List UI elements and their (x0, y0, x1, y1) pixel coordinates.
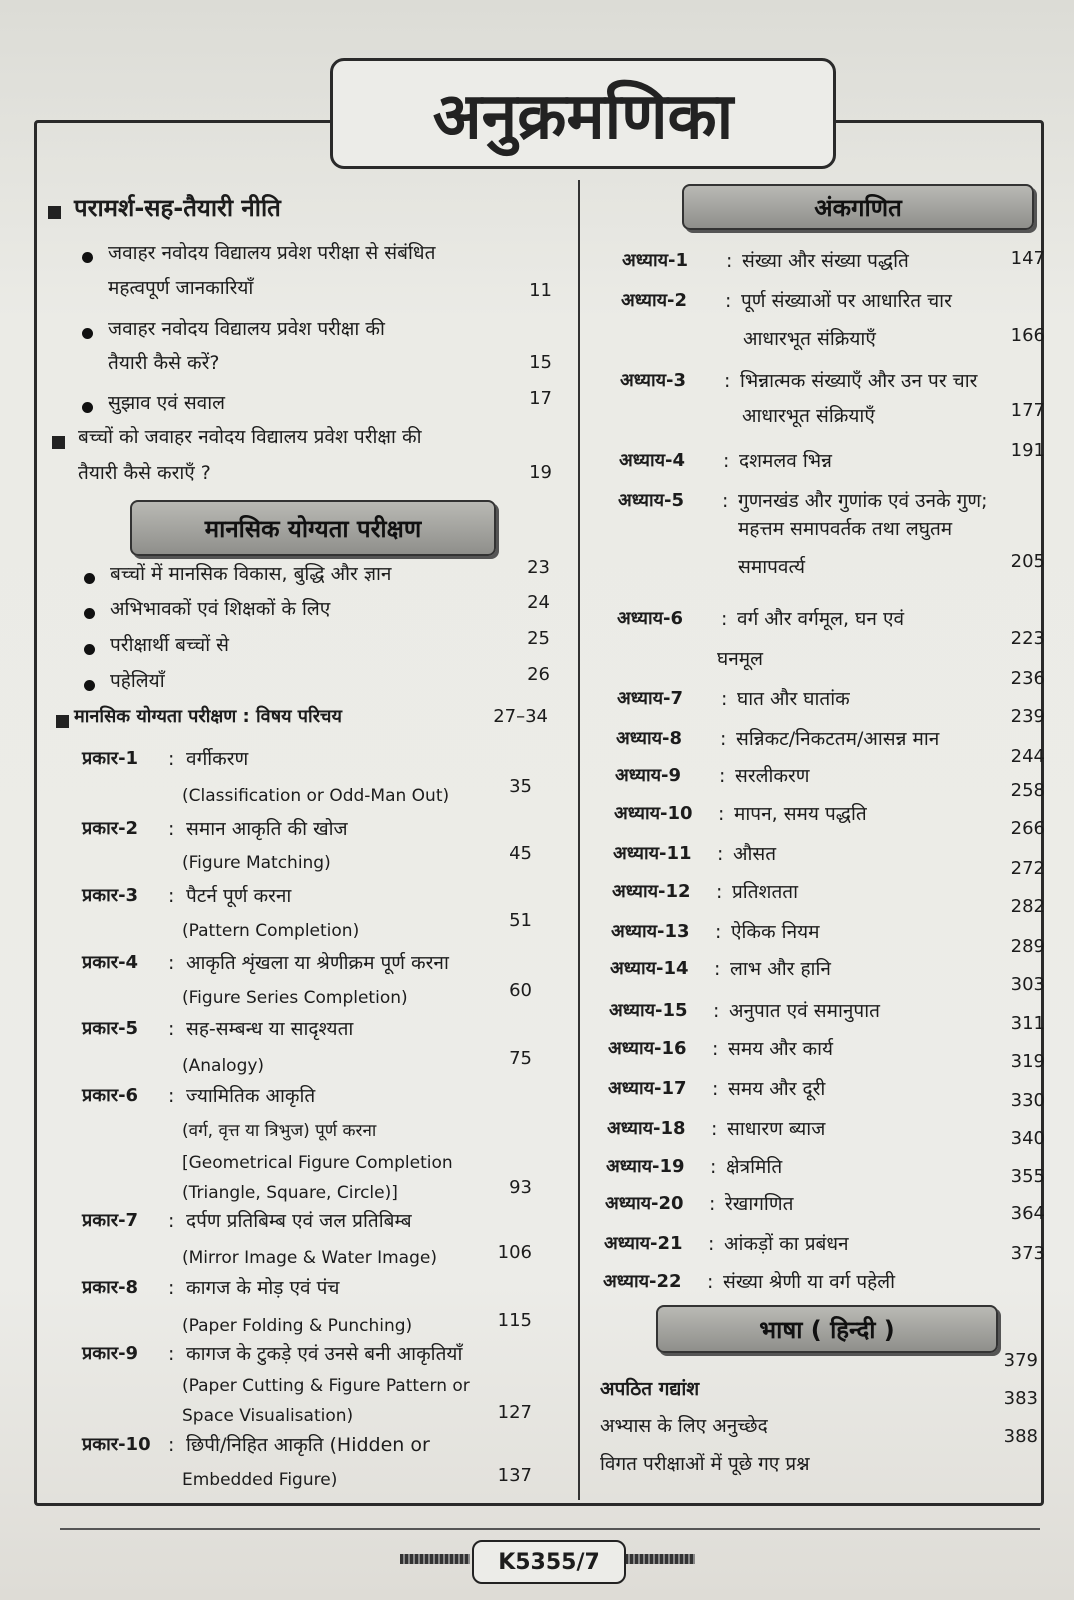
toc-entry-line: सह-सम्बन्ध या सादृश्यता (186, 1018, 354, 1040)
chapter-label: अध्याय-14 (610, 958, 689, 979)
toc-entry-line: संख्या श्रेणी या वर्ग पहेली (723, 1271, 896, 1293)
page-number: 17 (529, 388, 552, 409)
toc-entry-line: (Pattern Completion) (182, 921, 360, 941)
chapter-colon: : (708, 1233, 715, 1255)
chapter-label: अध्याय-10 (614, 803, 693, 824)
toc-entry-line: अपठित गद्यांश (600, 1378, 700, 1400)
toc-entry-line: घनमूल (717, 648, 764, 670)
chapter-label: अध्याय-2 (621, 290, 688, 311)
page-number: 75 (509, 1048, 532, 1069)
page-number: 223 (1010, 628, 1045, 649)
toc-entry-line: ऐकिक नियम (731, 921, 820, 943)
toc-entry-line: (Paper Cutting & Figure Pattern or (182, 1376, 470, 1396)
bullet-icon (84, 608, 95, 619)
chapter-label: अध्याय-6 (617, 608, 684, 629)
page-number: 15 (529, 352, 552, 373)
page-number: 177 (1010, 400, 1045, 421)
bullet-icon (84, 573, 95, 584)
chapter-label: अध्याय-1 (622, 250, 689, 271)
type-colon: : (168, 1343, 175, 1365)
toc-entry-line: (Mirror Image & Water Image) (182, 1248, 437, 1268)
page-number: 137 (497, 1465, 532, 1486)
toc-entry-line: Space Visualisation) (182, 1406, 354, 1426)
chapter-colon: : (724, 370, 731, 392)
chapter-label: अध्याय-20 (605, 1193, 684, 1214)
page-number: 266 (1010, 818, 1045, 839)
type-label: प्रकार-4 (82, 952, 139, 973)
page-title: अनुक्रमणिका (330, 58, 836, 169)
chapter-colon: : (721, 688, 728, 710)
toc-entry-line: दर्पण प्रतिबिम्ब एवं जल प्रतिबिम्ब (186, 1210, 412, 1232)
toc-entry-line: आंकड़ों का प्रबंधन (724, 1233, 849, 1255)
square-bullet-icon (56, 715, 69, 728)
page-number: 364 (1010, 1203, 1045, 1224)
toc-entry-line: दशमलव भिन्न (739, 450, 832, 472)
chapter-colon: : (722, 490, 729, 512)
page-number: 282 (1010, 896, 1045, 917)
toc-entry-line: (Figure Series Completion) (182, 988, 408, 1008)
toc-entry-line: आधारभूत संक्रियाएँ (742, 405, 875, 427)
page-number: 35 (509, 776, 532, 797)
toc-entry-line: Embedded Figure) (182, 1470, 338, 1490)
page-number: 26 (527, 664, 550, 685)
toc-entry-line: महत्वपूर्ण जानकारियाँ (108, 277, 254, 299)
page-number: 303 (1010, 974, 1045, 995)
toc-entry-line: बच्चों में मानसिक विकास, बुद्धि और ज्ञान (110, 563, 392, 585)
chapter-colon: : (709, 1193, 716, 1215)
page-number: 205 (1010, 551, 1045, 572)
page-number: 60 (509, 980, 532, 1001)
page-number: 23 (527, 557, 550, 578)
bullet-icon (82, 328, 93, 339)
chapter-colon: : (720, 728, 727, 750)
toc-entry-line: (वर्ग, वृत्त या त्रिभुज) पूर्ण करना (182, 1121, 377, 1141)
toc-entry-line: रेखागणित (725, 1193, 794, 1215)
chapter-colon: : (711, 1118, 718, 1140)
bullet-icon (84, 644, 95, 655)
chapter-label: अध्याय-12 (612, 881, 691, 902)
type-label: प्रकार-8 (82, 1277, 139, 1298)
toc-entry-line: घात और घातांक (737, 688, 850, 710)
page-number: 25 (527, 628, 550, 649)
page-number: 127 (497, 1402, 532, 1423)
toc-entry-line: पैटर्न पूर्ण करना (186, 885, 292, 907)
chapter-label: अध्याय-17 (608, 1078, 687, 1099)
page-number: 115 (497, 1310, 532, 1331)
page-number: 311 (1010, 1013, 1045, 1034)
chapter-colon: : (713, 1000, 720, 1022)
chapter-colon: : (726, 250, 733, 272)
type-label: प्रकार-7 (82, 1210, 139, 1231)
toc-entry-line: अभिभावकों एवं शिक्षकों के लिए (110, 598, 331, 620)
toc-entry-line: जवाहर नवोदय विद्यालय प्रवेश परीक्षा की (108, 318, 385, 340)
page-number: 272 (1010, 858, 1045, 879)
chapter-colon: : (715, 921, 722, 943)
toc-entry-line: समापवर्त्य (738, 556, 806, 578)
toc-entry-line: वर्गीकरण (186, 748, 249, 770)
chapter-label: अध्याय-18 (607, 1118, 686, 1139)
chapter-colon: : (723, 450, 730, 472)
section-banner-arithmetic: अंकगणित (682, 184, 1034, 230)
page-number: 383 (1003, 1388, 1038, 1409)
chapter-colon: : (707, 1271, 714, 1293)
type-colon: : (168, 1434, 175, 1456)
page-number: 147 (1010, 248, 1045, 269)
chapter-label: अध्याय-19 (606, 1156, 685, 1177)
toc-entry-line: कागज के टुकड़े एवं उनसे बनी आकृतियाँ (186, 1343, 463, 1365)
type-label: प्रकार-2 (82, 818, 139, 839)
type-colon: : (168, 952, 175, 974)
toc-entry-line: भिन्नात्मक संख्याएँ और उन पर चार (740, 370, 978, 392)
toc-entry-line: प्रतिशतता (732, 881, 799, 903)
chapter-label: अध्याय-16 (608, 1038, 687, 1059)
chapter-label: अध्याय-21 (604, 1233, 683, 1254)
page-number: 239 (1010, 706, 1045, 727)
toc-entry-line: विगत परीक्षाओं में पूछे गए प्रश्न (600, 1453, 810, 1475)
page-number: 373 (1010, 1243, 1045, 1264)
chapter-colon: : (718, 803, 725, 825)
square-bullet-icon (52, 436, 65, 449)
section-heading: परामर्श-सह-तैयारी नीति (74, 194, 281, 222)
chapter-colon: : (710, 1156, 717, 1178)
subsection-heading: मानसिक योग्यता परीक्षण : विषय परिचय (74, 706, 342, 727)
chapter-colon: : (725, 290, 732, 312)
toc-entry-line: अभ्यास के लिए अनुच्छेद (600, 1415, 768, 1437)
page-number: 106 (497, 1242, 532, 1263)
toc-entry-line: (Classification or Odd-Man Out) (182, 786, 450, 806)
toc-entry-line: समान आकृति की खोज (186, 818, 348, 840)
toc-entry-line: औसत (733, 843, 777, 865)
type-colon: : (168, 1085, 175, 1107)
page-number: 258 (1010, 780, 1045, 801)
chapter-label: अध्याय-22 (603, 1271, 682, 1292)
toc-entry-line: सरलीकरण (735, 765, 810, 787)
type-label: प्रकार-5 (82, 1018, 139, 1039)
toc-entry-line: सुझाव एवं सवाल (108, 392, 226, 414)
chapter-colon: : (717, 843, 724, 865)
page-number b: 27–34 (493, 706, 548, 727)
bullet-icon (82, 252, 93, 263)
page-number: 11 (529, 280, 552, 301)
type-colon: : (168, 1018, 175, 1040)
page-number: 319 (1010, 1051, 1045, 1072)
chapter-label: अध्याय-8 (616, 728, 683, 749)
type-colon: : (168, 748, 175, 770)
page-number: 289 (1010, 936, 1045, 957)
toc-entry-line: पहेलियाँ (110, 670, 165, 692)
page-number: 355 (1010, 1166, 1045, 1187)
type-colon: : (168, 1277, 175, 1299)
page-number: 93 (509, 1177, 532, 1198)
toc-entry-line: [Geometrical Figure Completion (182, 1153, 453, 1173)
toc-entry-line: क्षेत्रमिति (726, 1156, 783, 1178)
toc-entry-line: कागज के मोड़ एवं पंच (186, 1277, 340, 1299)
footer-rule (60, 1528, 1040, 1530)
footer-ornament (625, 1554, 695, 1564)
chapter-colon: : (716, 881, 723, 903)
toc-entry-line: समय और दूरी (728, 1078, 826, 1100)
type-label: प्रकार-10 (82, 1434, 151, 1455)
footer-code: K5355/7 (472, 1540, 626, 1584)
page-number: 19 (529, 462, 552, 483)
toc-entry-line: जवाहर नवोदय विद्यालय प्रवेश परीक्षा से संबंधित (108, 242, 436, 264)
page-number: 244 (1010, 746, 1045, 767)
page-number: 379 (1003, 1350, 1038, 1371)
toc-entry-line: समय और कार्य (728, 1038, 834, 1060)
toc-entry-line: परीक्षार्थी बच्चों से (110, 634, 230, 656)
type-colon: : (168, 885, 175, 907)
page-number: 236 (1010, 668, 1045, 689)
chapter-label: अध्याय-4 (619, 450, 686, 471)
type-colon: : (168, 818, 175, 840)
chapter-colon: : (719, 765, 726, 787)
chapter-colon: : (714, 958, 721, 980)
page-number: 330 (1010, 1090, 1045, 1111)
toc-entry-line: (Paper Folding & Punching) (182, 1316, 413, 1336)
chapter-label: अध्याय-11 (613, 843, 692, 864)
footer-ornament (400, 1554, 470, 1564)
bullet-icon (84, 680, 95, 691)
toc-entry-line: तैयारी कैसे करें? (108, 352, 220, 374)
chapter-label: अध्याय-9 (615, 765, 682, 786)
toc-entry-line: (Triangle, Square, Circle)] (182, 1183, 398, 1203)
toc-entry-line: महत्तम समापवर्तक तथा लघुतम (738, 518, 953, 540)
chapter-colon: : (721, 608, 728, 630)
page-number: 45 (509, 843, 532, 864)
section-banner-hindi: भाषा ( हिन्दी ) (656, 1305, 998, 1353)
toc-entry-line: ज्यामितिक आकृति (186, 1085, 316, 1107)
type-label: प्रकार-6 (82, 1085, 139, 1106)
page-number: 166 (1010, 325, 1045, 346)
chapter-colon: : (712, 1078, 719, 1100)
type-label: प्रकार-9 (82, 1343, 139, 1364)
page-number: 51 (509, 910, 532, 931)
page-number: 191 (1010, 440, 1045, 461)
page-number: 388 (1003, 1426, 1038, 1447)
toc-entry-line: गुणनखंड और गुणांक एवं उनके गुण; (738, 490, 988, 512)
type-colon: : (168, 1210, 175, 1232)
chapter-label: अध्याय-5 (618, 490, 685, 511)
section-banner-mental-ability: मानसिक योग्यता परीक्षण (130, 500, 496, 556)
toc-entry-line: तैयारी कैसे कराएँ ? (78, 462, 211, 484)
toc-entry-line: साधारण ब्याज (727, 1118, 826, 1140)
toc-entry-line: लाभ और हानि (730, 958, 831, 980)
column-divider (578, 180, 580, 1500)
bullet-icon (82, 402, 93, 413)
toc-entry-line: पूर्ण संख्याओं पर आधारित चार (741, 290, 952, 312)
toc-entry-line: छिपी/निहित आकृति (Hidden or (186, 1434, 430, 1456)
chapter-label: अध्याय-3 (620, 370, 687, 391)
chapter-label: अध्याय-15 (609, 1000, 688, 1021)
toc-entry-line: (Figure Matching) (182, 853, 331, 873)
toc-entry-line: संख्या और संख्या पद्धति (742, 250, 909, 272)
toc-entry-line: (Analogy) (182, 1056, 265, 1076)
toc-entry-line: सन्निकट/निकटतम/आसन्न मान (736, 728, 940, 750)
toc-entry-line: आकृति शृंखला या श्रेणीक्रम पूर्ण करना (186, 952, 449, 974)
page-number: 340 (1010, 1128, 1045, 1149)
toc-entry-line: बच्चों को जवाहर नवोदय विद्यालय प्रवेश परीक्षा की (78, 426, 422, 448)
type-label: प्रकार-1 (82, 748, 139, 769)
chapter-colon: : (712, 1038, 719, 1060)
type-label: प्रकार-3 (82, 885, 139, 906)
toc-entry-line: अनुपात एवं समानुपात (729, 1000, 880, 1022)
chapter-label: अध्याय-7 (617, 688, 684, 709)
toc-entry-line: वर्ग और वर्गमूल, घन एवं (737, 608, 905, 630)
chapter-label: अध्याय-13 (611, 921, 690, 942)
square-bullet-icon (48, 206, 61, 219)
page-number: 24 (527, 592, 550, 613)
toc-entry-line: मापन, समय पद्धति (734, 803, 867, 825)
toc-entry-line: आधारभूत संक्रियाएँ (743, 328, 876, 350)
